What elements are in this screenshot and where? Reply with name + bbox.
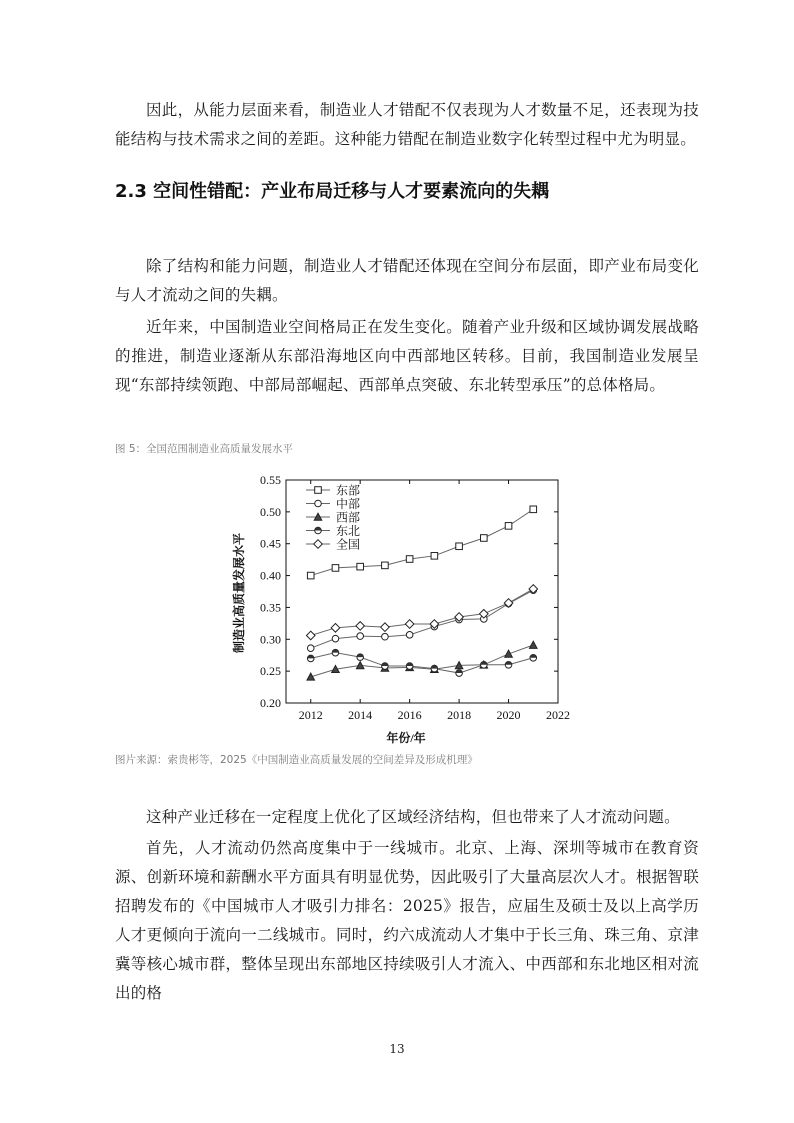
data-point-diamond xyxy=(306,631,315,640)
x-axis-label: 年份/年 xyxy=(386,731,426,745)
data-point-square xyxy=(456,543,463,550)
legend-label: 东部 xyxy=(336,483,361,498)
series-line xyxy=(311,589,534,636)
data-point-circle xyxy=(332,635,339,642)
data-point-square xyxy=(530,506,537,513)
data-point-square xyxy=(505,523,512,530)
legend-entry xyxy=(306,496,360,511)
x-tick-label: 2016 xyxy=(397,708,422,722)
data-point-circle xyxy=(406,632,413,639)
x-tick-label: 2020 xyxy=(496,708,521,722)
y-tick-label: 0.25 xyxy=(260,664,281,679)
paragraph-migration: 这种产业迁移在一定程度上优化了区域经济结构，但也带来了人才流动问题。 xyxy=(146,808,680,826)
data-point-half-circle xyxy=(357,654,364,661)
figure-source: 图片来源：索贵彬等，2025《中国制造业高质量发展的空间差异及形成机理》 xyxy=(115,754,478,766)
y-axis-label: 制造业高质量发展水平 xyxy=(232,532,246,654)
chart-legend xyxy=(306,484,360,552)
data-point-triangle xyxy=(307,673,315,680)
data-point-half-circle xyxy=(505,661,512,668)
plot-frame xyxy=(286,480,558,703)
data-point-half-circle xyxy=(406,663,413,670)
data-point-circle xyxy=(315,500,322,507)
data-point-half-circle xyxy=(332,649,339,656)
section-title: 空间性错配：产业布局迁移与人才要素流向的失耦 xyxy=(153,181,550,202)
x-tick-label: 2012 xyxy=(298,708,323,722)
data-point-square xyxy=(382,562,389,569)
data-point-square xyxy=(332,565,339,572)
data-point-diamond xyxy=(331,624,340,633)
data-point-half-circle xyxy=(481,661,488,668)
data-point-half-circle xyxy=(456,670,463,677)
data-point-square xyxy=(431,553,438,560)
legend-label: 中部 xyxy=(336,497,361,511)
chart-container xyxy=(230,470,570,745)
paragraph-spatial-pattern: 近年来，中国制造业空间格局正在发生变化。随着产业升级和区域协调发展战略的推进，制造业逐渐从东部沿海地区向中西部地区转移。目前，我国制造业发展呈现“东部持续领跑、中部局部崛起、西部单点突破、东北转型承压”的总体格局。 xyxy=(115,318,699,394)
figure-caption: 图 5：全国范围制造业高质量发展水平 xyxy=(115,443,294,455)
data-point-circle xyxy=(357,633,364,640)
legend-entry xyxy=(306,511,360,525)
data-point-diamond xyxy=(405,620,414,629)
section-number: 2.3 xyxy=(115,181,147,202)
section-heading xyxy=(115,177,549,203)
data-point-triangle xyxy=(529,641,537,648)
data-point-square xyxy=(357,563,364,570)
y-tick-label: 0.50 xyxy=(260,504,281,519)
x-tick-label: 2014 xyxy=(348,708,373,722)
series-circle xyxy=(307,587,536,652)
data-point-triangle xyxy=(505,650,513,657)
data-point-square xyxy=(481,535,488,542)
series-line xyxy=(311,653,534,673)
legend-entry xyxy=(306,524,360,538)
data-point-diamond xyxy=(381,623,390,632)
y-tick-label: 0.35 xyxy=(260,600,281,615)
paragraph-spatial-intro: 除了结构和能力问题，制造业人才错配还体现在空间分布层面，即产业布局变化与人才流动之间的失耦。 xyxy=(115,257,699,304)
page-number: 13 xyxy=(389,1042,405,1056)
paragraph-ability-mismatch: 因此，从能力层面来看，制造业人才错配不仅表现为人才数量不足，还表现为技能结构与技术需求之间的差距。这种能力错配在制造业数字化转型过程中尤为明显。 xyxy=(115,101,699,148)
x-tick-label: 2018 xyxy=(447,708,472,722)
data-point-half-circle xyxy=(530,654,537,661)
series-diamond xyxy=(306,585,537,640)
data-point-circle xyxy=(382,633,389,640)
series-line xyxy=(311,645,534,677)
data-point-diamond xyxy=(314,540,323,549)
data-point-circle xyxy=(307,645,314,652)
y-tick-label: 0.55 xyxy=(260,473,281,487)
legend-entry xyxy=(306,484,360,498)
paragraph-talent-flow: 首先，人才流动仍然高度集中于一线城市。北京、上海、深圳等城市在教育资源、创新环境和薪酬水平方面具有明显优势，因此吸引了大量高层次人才。根据智联招聘发布的《中国城市人才吸引力排名：2025》报告，应届生及硕士及以上高学历人才更倾向于流向一二线城市。同时，约六成流动人才集中于长三角、珠三角、京津冀等核心城市群，整体呈现出东部地区持续吸引人才流入、中西部和东北地区相对流出的格 xyxy=(115,839,699,1002)
legend-entry xyxy=(306,537,360,552)
legend-label: 西部 xyxy=(336,510,361,525)
data-point-half-circle xyxy=(307,655,314,662)
legend-label: 全国 xyxy=(336,537,361,552)
series-line xyxy=(311,590,534,648)
series-triangle xyxy=(307,641,537,680)
data-point-square xyxy=(315,487,322,494)
data-point-half-circle xyxy=(431,665,438,672)
chart-axes xyxy=(260,473,570,722)
y-tick-label: 0.40 xyxy=(260,568,281,583)
legend-label: 东北 xyxy=(336,524,361,538)
y-tick-label: 0.45 xyxy=(260,536,281,551)
data-point-diamond xyxy=(356,622,365,631)
data-point-triangle xyxy=(356,662,364,669)
data-point-half-circle xyxy=(382,663,389,670)
y-tick-label: 0.30 xyxy=(260,632,281,647)
data-point-square xyxy=(307,572,314,579)
x-tick-label: 2022 xyxy=(546,708,570,722)
y-tick-label: 0.20 xyxy=(260,696,281,710)
data-point-half-circle xyxy=(315,527,322,534)
data-point-square xyxy=(406,556,413,563)
series-circle-half xyxy=(307,649,536,676)
line-chart xyxy=(230,470,570,745)
